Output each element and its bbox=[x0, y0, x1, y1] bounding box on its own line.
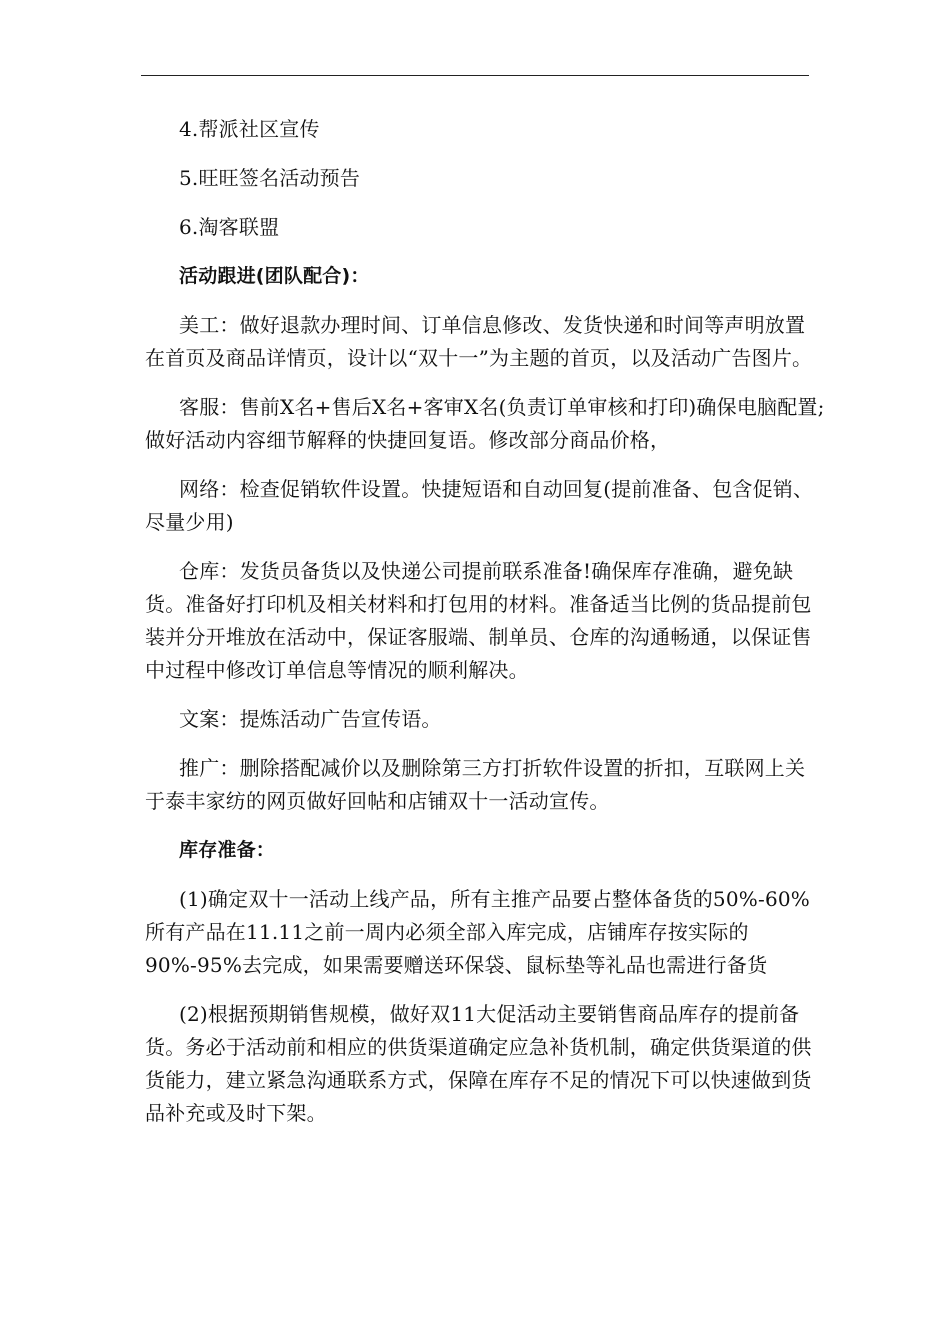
paragraph-inventory-2: (2)根据预期销售规模，做好双11大促活动主要销售商品库存的提前备货。务必于活动前和相应的供货渠道确定应急补货机制，确定供货渠道的供货能力，建立紧急沟通联系方式，保障在库存不足的情况下可以快速做到货品补充或及时下架。 bbox=[145, 1002, 812, 1125]
list-item: 4.帮派社区宣传 bbox=[179, 117, 320, 141]
list-item: 5.旺旺签名活动预告 bbox=[179, 166, 361, 190]
paragraph-customer-service: 客服：售前X名+售后X名+客审X名(负责订单审核和打印)确保电脑配置;做好活动内容细节解释的快捷回复语。修改部分商品价格， bbox=[145, 395, 825, 452]
list-item: 6.淘客联盟 bbox=[179, 215, 280, 239]
section-heading-inventory: 库存准备： bbox=[179, 839, 276, 861]
paragraph-design: 美工：做好退款办理时间、订单信息修改、发货快递和时间等声明放置在首页及商品详情页，设计以“双十一”为主题的首页，以及活动广告图片。 bbox=[145, 313, 813, 370]
paragraph-inventory-1: (1)确定双十一活动上线产品，所有主推产品要占整体备货的50%-60%所有产品在11.11之前一周内必须全部入库完成，店铺库存按实际的90%-95%去完成，如果需要赠送环保袋、鼠标垫等礼品也需进行备货 bbox=[145, 887, 810, 977]
paragraph-promotion: 推广：删除搭配减价以及删除第三方打折软件设置的折扣，互联网上关于泰丰家纺的网页做好回帖和店铺双十一活动宣传。 bbox=[145, 756, 806, 813]
paragraph-warehouse: 仓库：发货员备货以及快递公司提前联系准备!确保库存准确，避免缺货。准备好打印机及相关材料和打包用的材料。准备适当比例的货品提前包装并分开堆放在活动中，保证客服端、制单员、仓库的沟通畅通，以保证售中过程中修改订单信息等情况的顺利解决。 bbox=[145, 559, 812, 682]
paragraph-copywriting: 文案：提炼活动广告宣传语。 bbox=[179, 707, 442, 731]
document-body bbox=[145, 113, 825, 1146]
section-heading-follow-up: 活动跟进(团队配合)： bbox=[179, 265, 370, 287]
header-rule bbox=[141, 75, 809, 76]
paragraph-network: 网络：检查促销软件设置。快捷短语和自动回复(提前准备、包含促销、尽量少用) bbox=[145, 477, 814, 534]
